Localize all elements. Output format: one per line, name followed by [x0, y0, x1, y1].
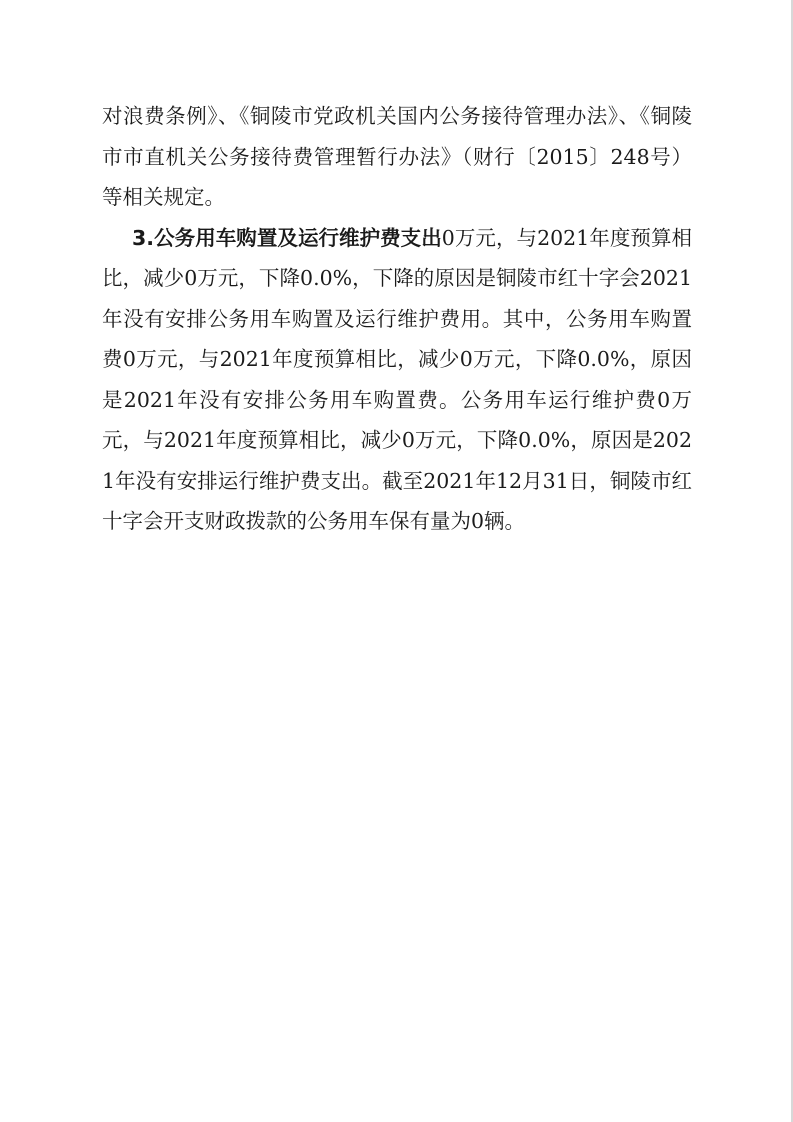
document-body: [102, 96, 692, 542]
section-body: 0万元，与2021年度预算相比，减少0万元，下降0.0%，下降的原因是铜陵市红十字会2021年没有安排公务用车购置及运行维护费用。其中，公务用车购置费0万元，与2021年度预算相比，减少0万元，下降0.0%，原因是2021年没有安排公务用车购置费。公务用车运行维护费0万元，与2021年度预算相比，减少0万元，下降0.0%，原因是2021年没有安排运行维护费支出。截至2021年12月31日，铜陵市红十字会开支财政拨款的公务用车保有量为0辆。: [102, 225, 692, 533]
paragraph-vehicle-expenses: [102, 218, 692, 542]
paragraph-regulations: 对浪费条例》、《铜陵市党政机关国内公务接待管理办法》、《铜陵市市直机关公务接待费管理暂行办法》（财行〔2015〕248号）等相关规定。: [102, 104, 692, 209]
section-heading: 3.公务用车购置及运行维护费支出: [132, 225, 442, 250]
